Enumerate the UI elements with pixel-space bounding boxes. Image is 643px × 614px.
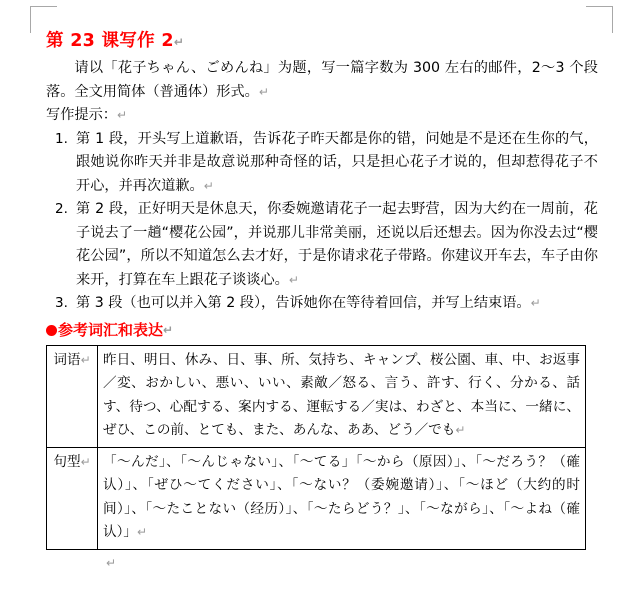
list-item-number: 3. (55, 295, 68, 311)
table-row-label-text: 句型 (53, 453, 81, 470)
red-bullet-icon (46, 325, 57, 336)
table-row-content-text: 昨日、明日、休み、日、事、所、気持ち、キャンプ、桜公園、車、中、お返事／変、おかしい、悪い、いい、素敵／怒る、言う、許す、行く、分かる、話す、待つ、心配する、案内する、運転する／実は、わざと、本当に、一緒に、ぜひ、この前、とても、また、あんな、ああ、どう／でも (103, 351, 580, 438)
hints-label (46, 104, 598, 128)
list-item (46, 128, 598, 199)
pilcrow-icon: ↵ (80, 454, 91, 469)
trailing-paragraph-mark (46, 556, 598, 571)
pilcrow-icon: ↵ (136, 525, 148, 539)
pilcrow-icon: ↵ (288, 272, 299, 287)
page-title-text: 第 23 课写作 2 (46, 31, 174, 51)
list-item-number: 1. (55, 130, 68, 147)
list-item-text: 第 1 段，开头写上道歉语，告诉花子昨天都是你的错，问她是不是还在生你的气，跟她说你昨天并非是故意说那种奇怪的话，只是担心花子才说的，但却惹得花子不开心，并再次道歉。 (76, 130, 598, 194)
section-heading-text: 参考词汇和表达 (58, 320, 164, 339)
table-row (47, 447, 586, 549)
hints-label-text: 写作提示： (46, 107, 117, 123)
list-item-text: 第 2 段，正好明天是休息天，你委婉邀请花子一起去野营，因为大约在一周前，花子说去了一趟“樱花公园”，并说那儿非常美丽，还说以后还想去。因为你没去过“樱花公园”，所以不知道怎么去才好，于是你请求花子带路。你建议开车去，车子由你来开，打算在车上跟花子谈谈心。 (76, 201, 598, 288)
table-row-label-text: 词语 (53, 351, 81, 368)
table-row-content-text: 「～んだ」、「～んじゃない」、「～てる」「～から（原因）」、「～だろう？（確认）」、「ぜひ～てください」、「～ない？（委婉邀请）」、「～ほど（大约的时间）」、「～たことない（经历）」、「～たらどう？」、「～ながら」、「～よね（確认）」 (103, 453, 580, 540)
document-content (46, 28, 598, 571)
table-row-content (98, 345, 586, 447)
section-heading (46, 318, 598, 343)
page-title (46, 28, 598, 55)
pilcrow-icon: ↵ (163, 322, 174, 337)
list-item (46, 198, 598, 292)
pilcrow-icon: ↵ (116, 108, 128, 122)
table-row-label (47, 345, 98, 447)
table-row-label (47, 447, 98, 549)
pilcrow-icon: ↵ (80, 352, 91, 367)
pilcrow-icon: ↵ (106, 555, 117, 570)
pilcrow-icon: ↵ (203, 178, 214, 193)
hints-list (46, 128, 598, 316)
pilcrow-icon: ↵ (258, 84, 269, 99)
pilcrow-icon: ↵ (173, 35, 185, 49)
list-item (46, 292, 598, 316)
table-row (47, 345, 586, 447)
list-item-text: 第 3 段（也可以并入第 2 段），告诉她你在等待着回信，并写上结束语。 (76, 295, 531, 311)
reference-table (46, 345, 586, 550)
intro-paragraph (46, 57, 598, 104)
pilcrow-icon: ↵ (530, 296, 541, 310)
list-item-number: 2. (55, 201, 68, 217)
table-row-content (98, 447, 586, 549)
pilcrow-icon: ↵ (455, 423, 466, 437)
intro-paragraph-text: 请以「花子ちゃん、ごめんね」为题，写一篇字数为 300 左右的邮件，2～3 个段落。全文用简体（普通体）形式。 (46, 60, 598, 100)
